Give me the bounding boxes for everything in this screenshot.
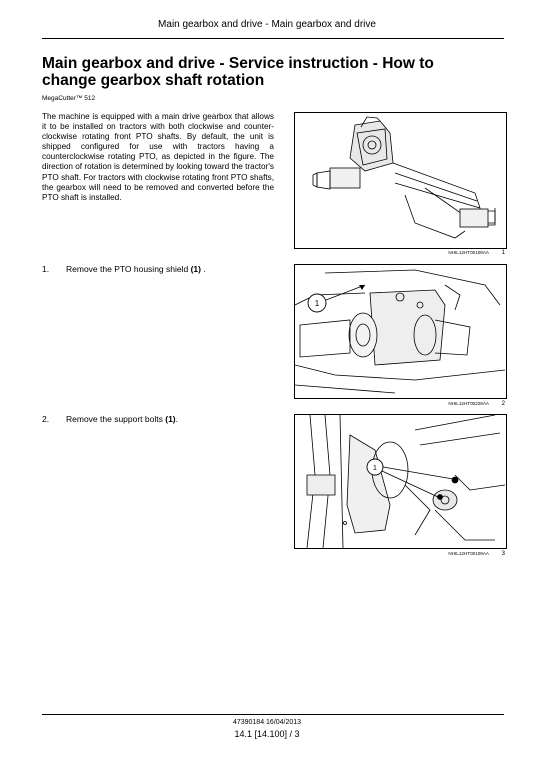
step-1-number: 1. [42,264,50,274]
figure-2-number: 2 [501,401,505,407]
step-2-ref: (1) [165,414,176,424]
figure-2-leader [326,285,365,300]
step-2-tail: . [175,414,178,424]
figure-2-pto-housing [294,264,507,399]
figure-2-code: NHIL12HT00228AA [448,401,489,406]
intro-paragraph: The machine is equipped with a main drive gearbox that allows it to be installed on tractors with both clockwise and counter-clockwise rotating front PTO shafts. By default, the unit is shipped configured for use with tractors having a counterclockwise rotating PTO, as depicted in the figure. The direction of rotation is determined by looking toward the tractor's PTO shaft. For tractors with clockwise rotating front PTO shafts, the gearbox will need to be removed and converted before the PTO shaft is installed. [42,112,274,202]
step-1 [42,264,206,274]
step-1-ref: (1) [190,264,201,274]
pto-housing-illustration [295,265,506,398]
footer-rule [42,714,504,715]
model-name: MegaCutter™ 512 [42,95,96,102]
running-head: Main gearbox and drive - Main gearbox and drive [158,19,376,30]
figure-2-arrowhead [359,285,365,290]
figure-2-callout-label: 1 [314,299,320,308]
support-bolts-illustration [295,415,506,548]
figure-3-code: NHIL12HT00109AA [448,551,489,556]
figure-3-support-bolts [294,414,507,549]
step-2-text: Remove the support bolts [66,414,166,424]
header-rule [42,38,504,39]
figure-1-gearbox [294,112,507,249]
footer-document-info: 47390184 16/04/2013 [232,719,302,726]
page-title: Main gearbox and drive - Service instruction - How to change gearbox shaft rotation [42,55,434,89]
step-2-number: 2. [42,414,50,424]
gearbox-illustration [295,113,506,248]
step-2 [42,414,178,424]
footer-page-number: 14.1 [14.100] / 3 [234,729,300,739]
figure-3-number: 3 [501,551,505,557]
step-1-tail: . [200,264,206,274]
figure-1-code: NHIL12HT00108AA [448,250,489,255]
step-1-text: Remove the PTO housing shield [66,264,191,274]
figure-1-number: 1 [501,250,505,256]
figure-3-leader-a [383,467,453,479]
figure-3-callout-label: 1 [373,465,377,472]
